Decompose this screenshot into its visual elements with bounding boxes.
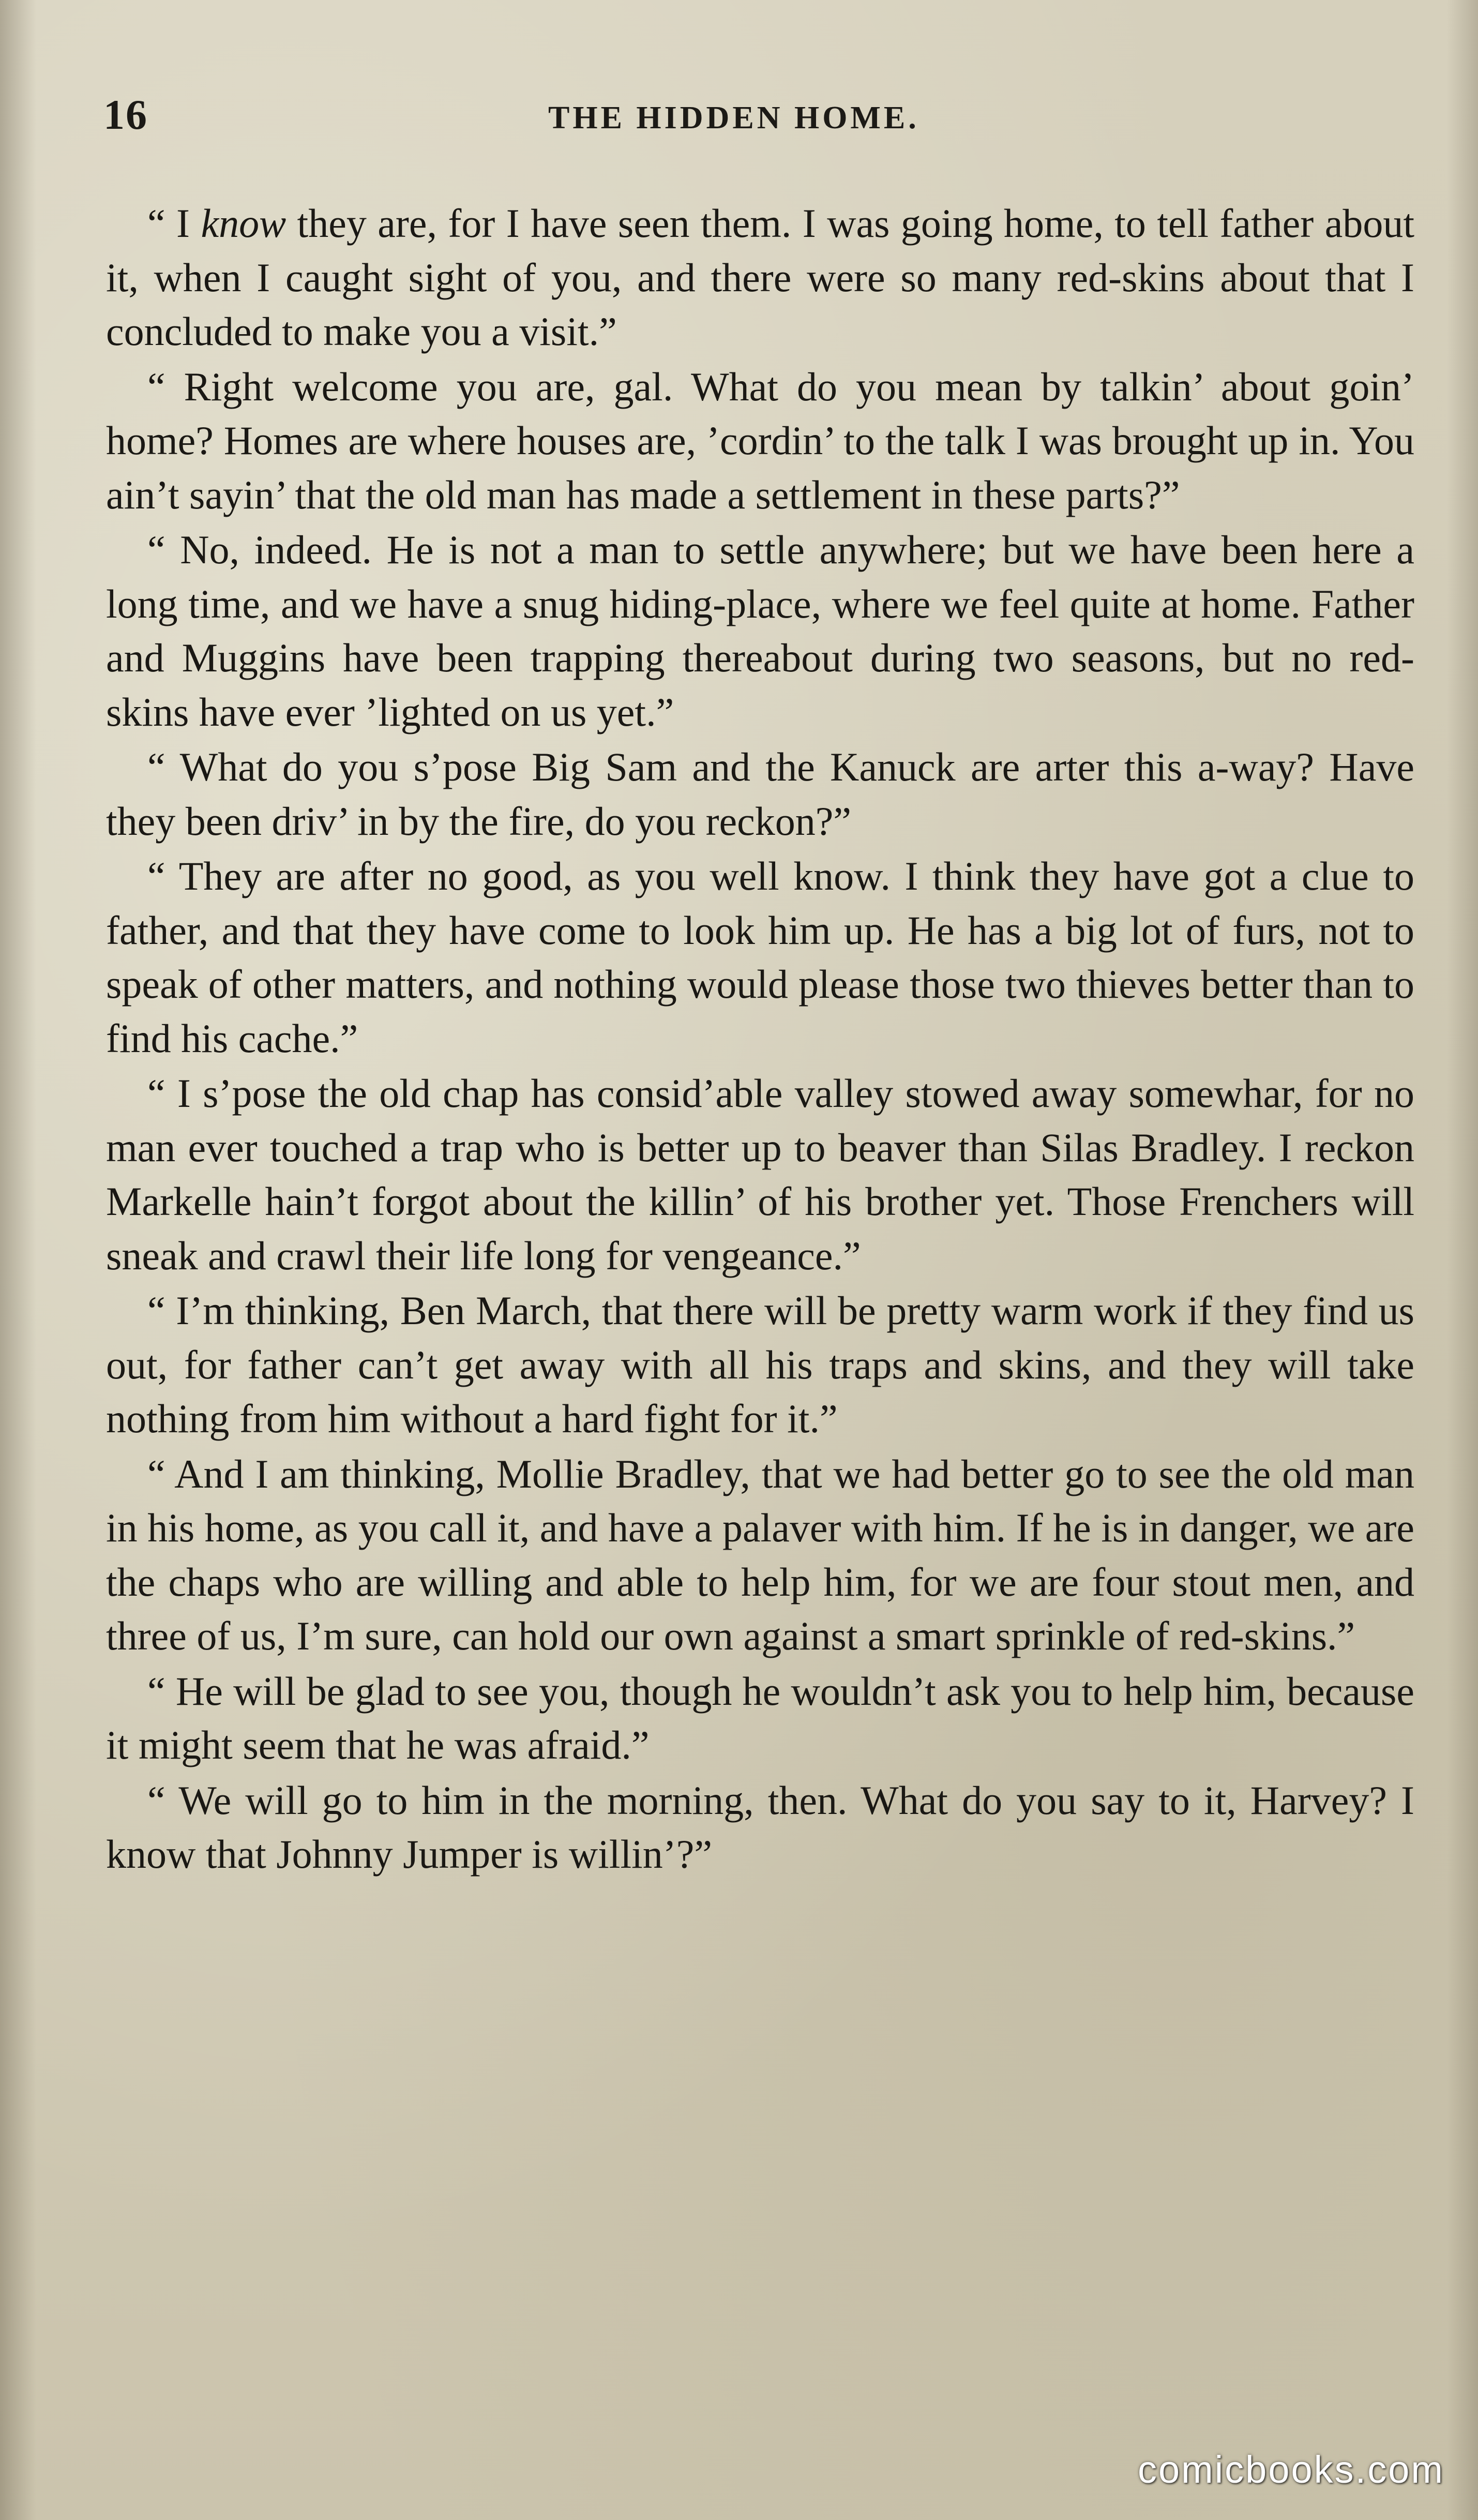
paragraph: [106, 1664, 1414, 1773]
paragraph-text: “ Right welcome you are, gal. What do you mean by talkin’ about goin’ home? Homes are where houses are, ’cordin’ to the talk I was brought up in. You ain’t sayin’ that the old man has made a settlement in these parts?”: [106, 364, 1414, 517]
paragraph: [106, 1447, 1414, 1663]
paragraph-text: “ I’m thinking, Ben March, that there will be pretty warm work if they find us out, for father can’t get away with all his traps and skins, and they will take nothing from him without a hard fight for it.”: [106, 1288, 1414, 1441]
paragraph: [106, 740, 1414, 848]
paragraph-text: “ No, indeed. He is not a man to settle anywhere; but we have been here a long time, and we have a snug hiding-place, where we feel quite at home. Father and Muggins have been trapping thereabout during two seasons, but no red-skins have ever ’lighted on us yet.”: [106, 527, 1414, 734]
paragraph-text: “ We will go to him in the morning, then. What do you say to it, Harvey? I know that Johnny Jumper is willin’?”: [106, 1777, 1414, 1877]
paragraph: [106, 1774, 1414, 1882]
paragraph-text: “ He will be glad to see you, though he wouldn’t ask you to help him, because it might seem that he was afraid.”: [106, 1668, 1414, 1767]
page-edge-shadow-right: [1447, 0, 1478, 2520]
page-number: 16: [103, 91, 148, 138]
paragraph-text: “ They are after no good, as you well know. I think they have got a clue to father, and that they have come to look him up. He has a big lot of furs, not to speak of other matters, and nothing would please those two thieves better than to find his cache.”: [106, 853, 1414, 1061]
paragraph-text: “ And I am thinking, Mollie Bradley, that we had better go to see the old man in his home, as you call it, and have a palaver with him. If he is in danger, we are the chaps who are willing and able to help him, for we are four stout men, and three of us, I’m sure, can hold our own against a smart sprinkle of red-skins.”: [106, 1451, 1414, 1658]
page-header: [103, 91, 1412, 153]
emphasized-word: know: [201, 201, 286, 246]
running-title: THE HIDDEN HOME.: [548, 100, 919, 136]
page-edge-shadow-left: [0, 0, 36, 2520]
paragraph-text: “ I s’pose the old chap has consid’able valley stowed away somewhar, for no man ever touched a trap who is better up to beaver than Silas Bradley. I reckon Markelle hain’t forgot about the killin’ of his brother yet. Those Frenchers will sneak and crawl their life long for vengeance.”: [106, 1071, 1414, 1278]
paragraph: [106, 197, 1414, 359]
paragraph: [106, 360, 1414, 522]
paragraph-text: they are, for I have seen them. I was going home, to tell father about it, when I caught sight of you, and there were so many red-skins about that I concluded to make you a visit.”: [106, 201, 1414, 354]
paragraph: [106, 1284, 1414, 1446]
paragraph: [106, 849, 1414, 1066]
paragraph: [106, 1067, 1414, 1283]
paragraph-text: “ I: [147, 201, 201, 246]
paragraph: [106, 523, 1414, 739]
paragraph-text: “ What do you s’pose Big Sam and the Kanuck are arter this a-way? Have they been driv’ in by the fire, do you reckon?”: [106, 744, 1414, 844]
body-text: [106, 197, 1414, 1883]
watermark: comicbooks.com: [1137, 2448, 1444, 2491]
